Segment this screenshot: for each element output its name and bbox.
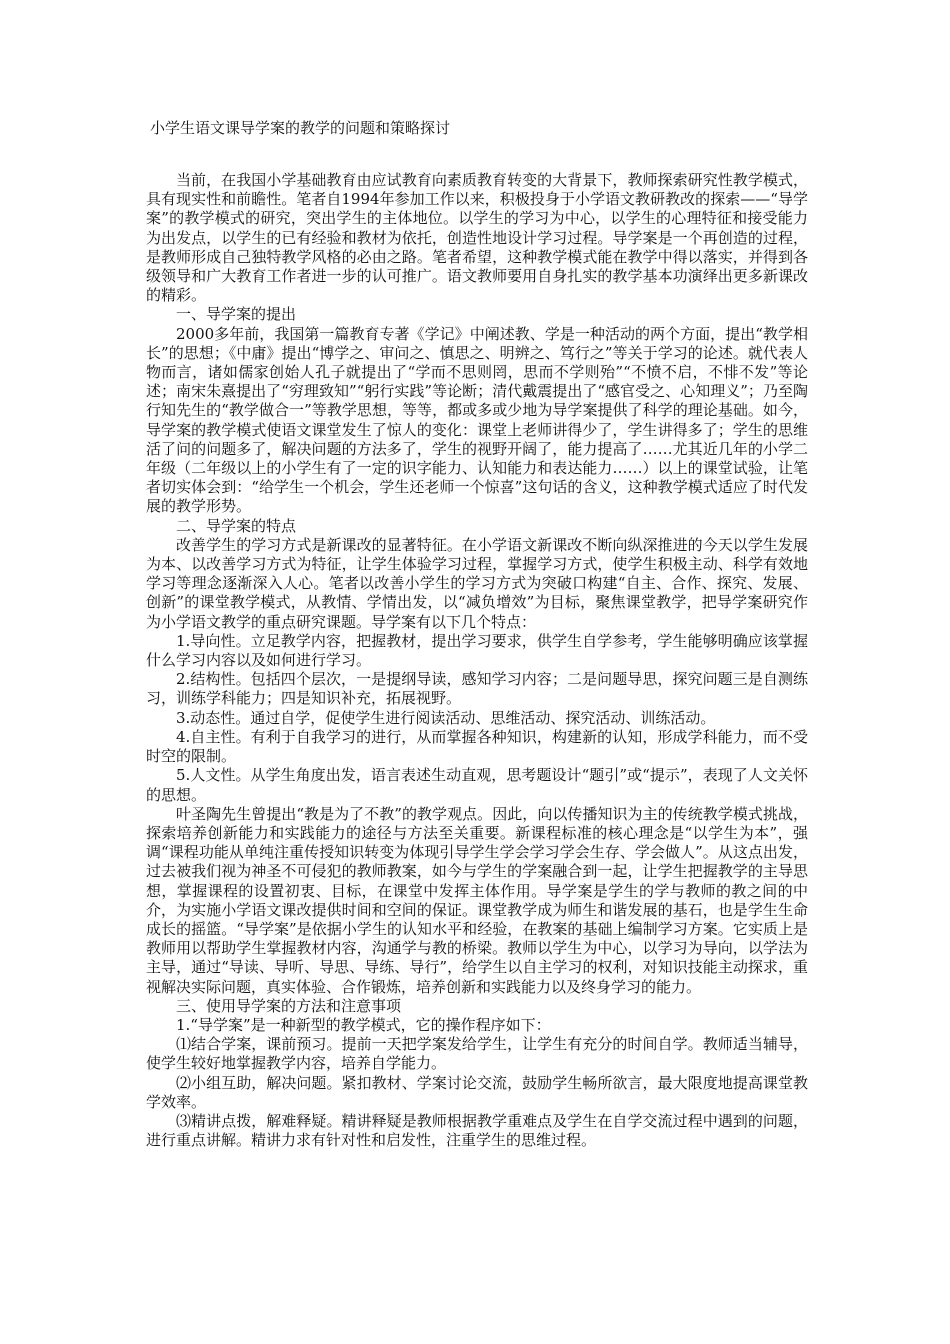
document-body	[146, 171, 808, 1150]
paragraph-procedure-intro: 1.“导学案”是一种新型的教学模式，它的操作程序如下：	[176, 1015, 551, 1034]
paragraph-features-intro: 改善学生的学习方式是新课改的显著特征。在小学语文新课改不断向纵深推进的今天以学生发展为本、以改善学习方式为特征，让学生体验学习过程，掌握学习方式，使学生积极主动、科学有效地学习等理念逐渐深入人心。笔者以改善小学生的学习方式为突破口构建“自主、合作、探究、发展、创新”的课堂教学模式，从教情、学情出发，以“减负增效”为目标，聚焦课堂教学，把导学案研究作为小学语文教学的重点研究课题。导学案有以下几个特点：	[146, 535, 808, 631]
section-heading-2: 二、导学案的特点	[176, 516, 297, 535]
section-heading-3: 三、使用导学案的方法和注意事项	[176, 996, 402, 1015]
list-item-feature-1: 1.导向性。立足教学内容，把握教材，提出学习要求，供学生自学参考，学生能够明确应该掌握什么学习内容以及如何进行学习。	[146, 631, 808, 670]
list-item-step-3: ⑶精讲点拨，解难释疑。精讲释疑是教师根据教学重难点及学生在自学交流过程中遇到的问题，进行重点讲解。精讲力求有针对性和启发性，注重学生的思维过程。	[146, 1111, 808, 1150]
document-title: 小学生语文课导学案的教学的问题和策略探讨	[150, 119, 451, 137]
list-item-feature-4: 4.自主性。有利于自我学习的进行，从而掌握各种知识，构建新的认知，形成学科能力，而不受时空的限制。	[146, 727, 808, 766]
section-heading-1: 一、导学案的提出	[176, 305, 297, 324]
list-item-step-1: ⑴结合学案，课前预习。提前一天把学案发给学生，让学生有充分的时间自学。教师适当辅导，使学生较好地掌握教学内容，培养自学能力。	[146, 1035, 808, 1073]
list-item-feature-3: 3.动态性。通过自学，促使学生进行阅读活动、思维活动、探究活动、训练活动。	[176, 708, 716, 727]
list-item-step-2: ⑵小组互助，解决问题。紧扣教材、学案讨论交流，鼓励学生畅所欲言，最大限度地提高课堂教学效率。	[146, 1073, 808, 1111]
paragraph-origin: 2000多年前，我国第一篇教育专著《学记》中阐述教、学是一种活动的两个方面，提出“教学相长”的思想；《中庸》提出“博学之、审问之、慎思之、明辨之、笃行之”等关于学习的论述。就代表人物而言，诸如儒家创始人孔子就提出了“学而不思则罔，思而不学则殆”“不愤不启，不悱不发”等论述；南宋朱熹提出了“穷理致知”“躬行实践”等论断；清代戴震提出了“感官受之、心知理义”；乃至陶行知先生的“教学做合一”等教学思想，等等，都或多或少地为导学案提供了科学的理论基础。如今，导学案的教学模式使语文课堂发生了惊人的变化：课堂上老师讲得少了，学生讲得多了；学生的思维活了问的问题多了，解决问题的方法多了，学生的视野开阔了，能力提高了……尤其近几年的小学二年级（二年级以上的小学生有了一定的识字能力、认知能力和表达能力……）以上的课堂试验，让笔者切实体会到：“给学生一个机会，学生还老师一个惊喜”这句话的含义，这种教学模式适应了时代发展的教学形势。	[146, 324, 808, 516]
paragraph-intro: 当前，在我国小学基础教育由应试教育向素质教育转变的大背景下，教师探索研究性教学模式，具有现实性和前瞻性。笔者自1994年参加工作以来，积极投身于小学语文教研教改的探索——“导学案”的教学模式的研究，突出学生的主体地位。以学生的学习为中心，以学生的心理特征和接受能力为出发点，以学生的已有经验和教材为依托，创造性地设计学习过程。导学案是一个再创造的过程，是教师形成自己独特教学风格的必由之路。笔者希望，这种教学模式能在教学中得以落实，并得到各级领导和广大教育工作者进一步的认可推广。语文教师要用自身扎实的教学基本功演绎出更多新课改的精彩。	[146, 171, 808, 305]
paragraph-ye-shengtao: 叶圣陶先生曾提出“教是为了不教”的教学观点。因此，向以传播知识为主的传统教学模式挑战，探索培养创新能力和实践能力的途径与方法至关重要。新课程标准的核心理念是“以学生为本”，强调“课程功能从单纯注重传授知识转变为体现引导学生学会学习学会生存、学会做人”。从这点出发，过去被我们视为神圣不可侵犯的教师教案，如今与学生的学案融合到一起，让学生把握教学的主导思想，掌握课程的设置初衷、目标，在课堂中发挥主体作用。导学案是学生的学与教师的教之间的中介，为实施小学语文课改提供时间和空间的保证。课堂教学成为师生和谐发展的基石，也是学生生命成长的摇篮。“导学案”是依据小学生的认知水平和经验，在教案的基础上编制学习方案。它实质上是教师用以帮助学生掌握教材内容，沟通学与教的桥梁。教师以学生为中心，以学习为导向，以学法为主导，通过“导读、导听、导思、导练、导行”，给学生以自主学习的权利，对知识技能主动探求，重视解决实际问题，真实体验、合作锻炼，培养创新和实践能力以及终身学习的能力。	[146, 804, 808, 996]
list-item-feature-2: 2.结构性。包括四个层次，一是提纲导读，感知学习内容；二是问题导思，探究问题三是自测练习，训练学科能力；四是知识补充，拓展视野。	[146, 670, 808, 708]
list-item-feature-5: 5.人文性。从学生角度出发，语言表述生动直观，思考题设计“题引”或“提示”，表现了人文关怀的思想。	[146, 766, 808, 804]
